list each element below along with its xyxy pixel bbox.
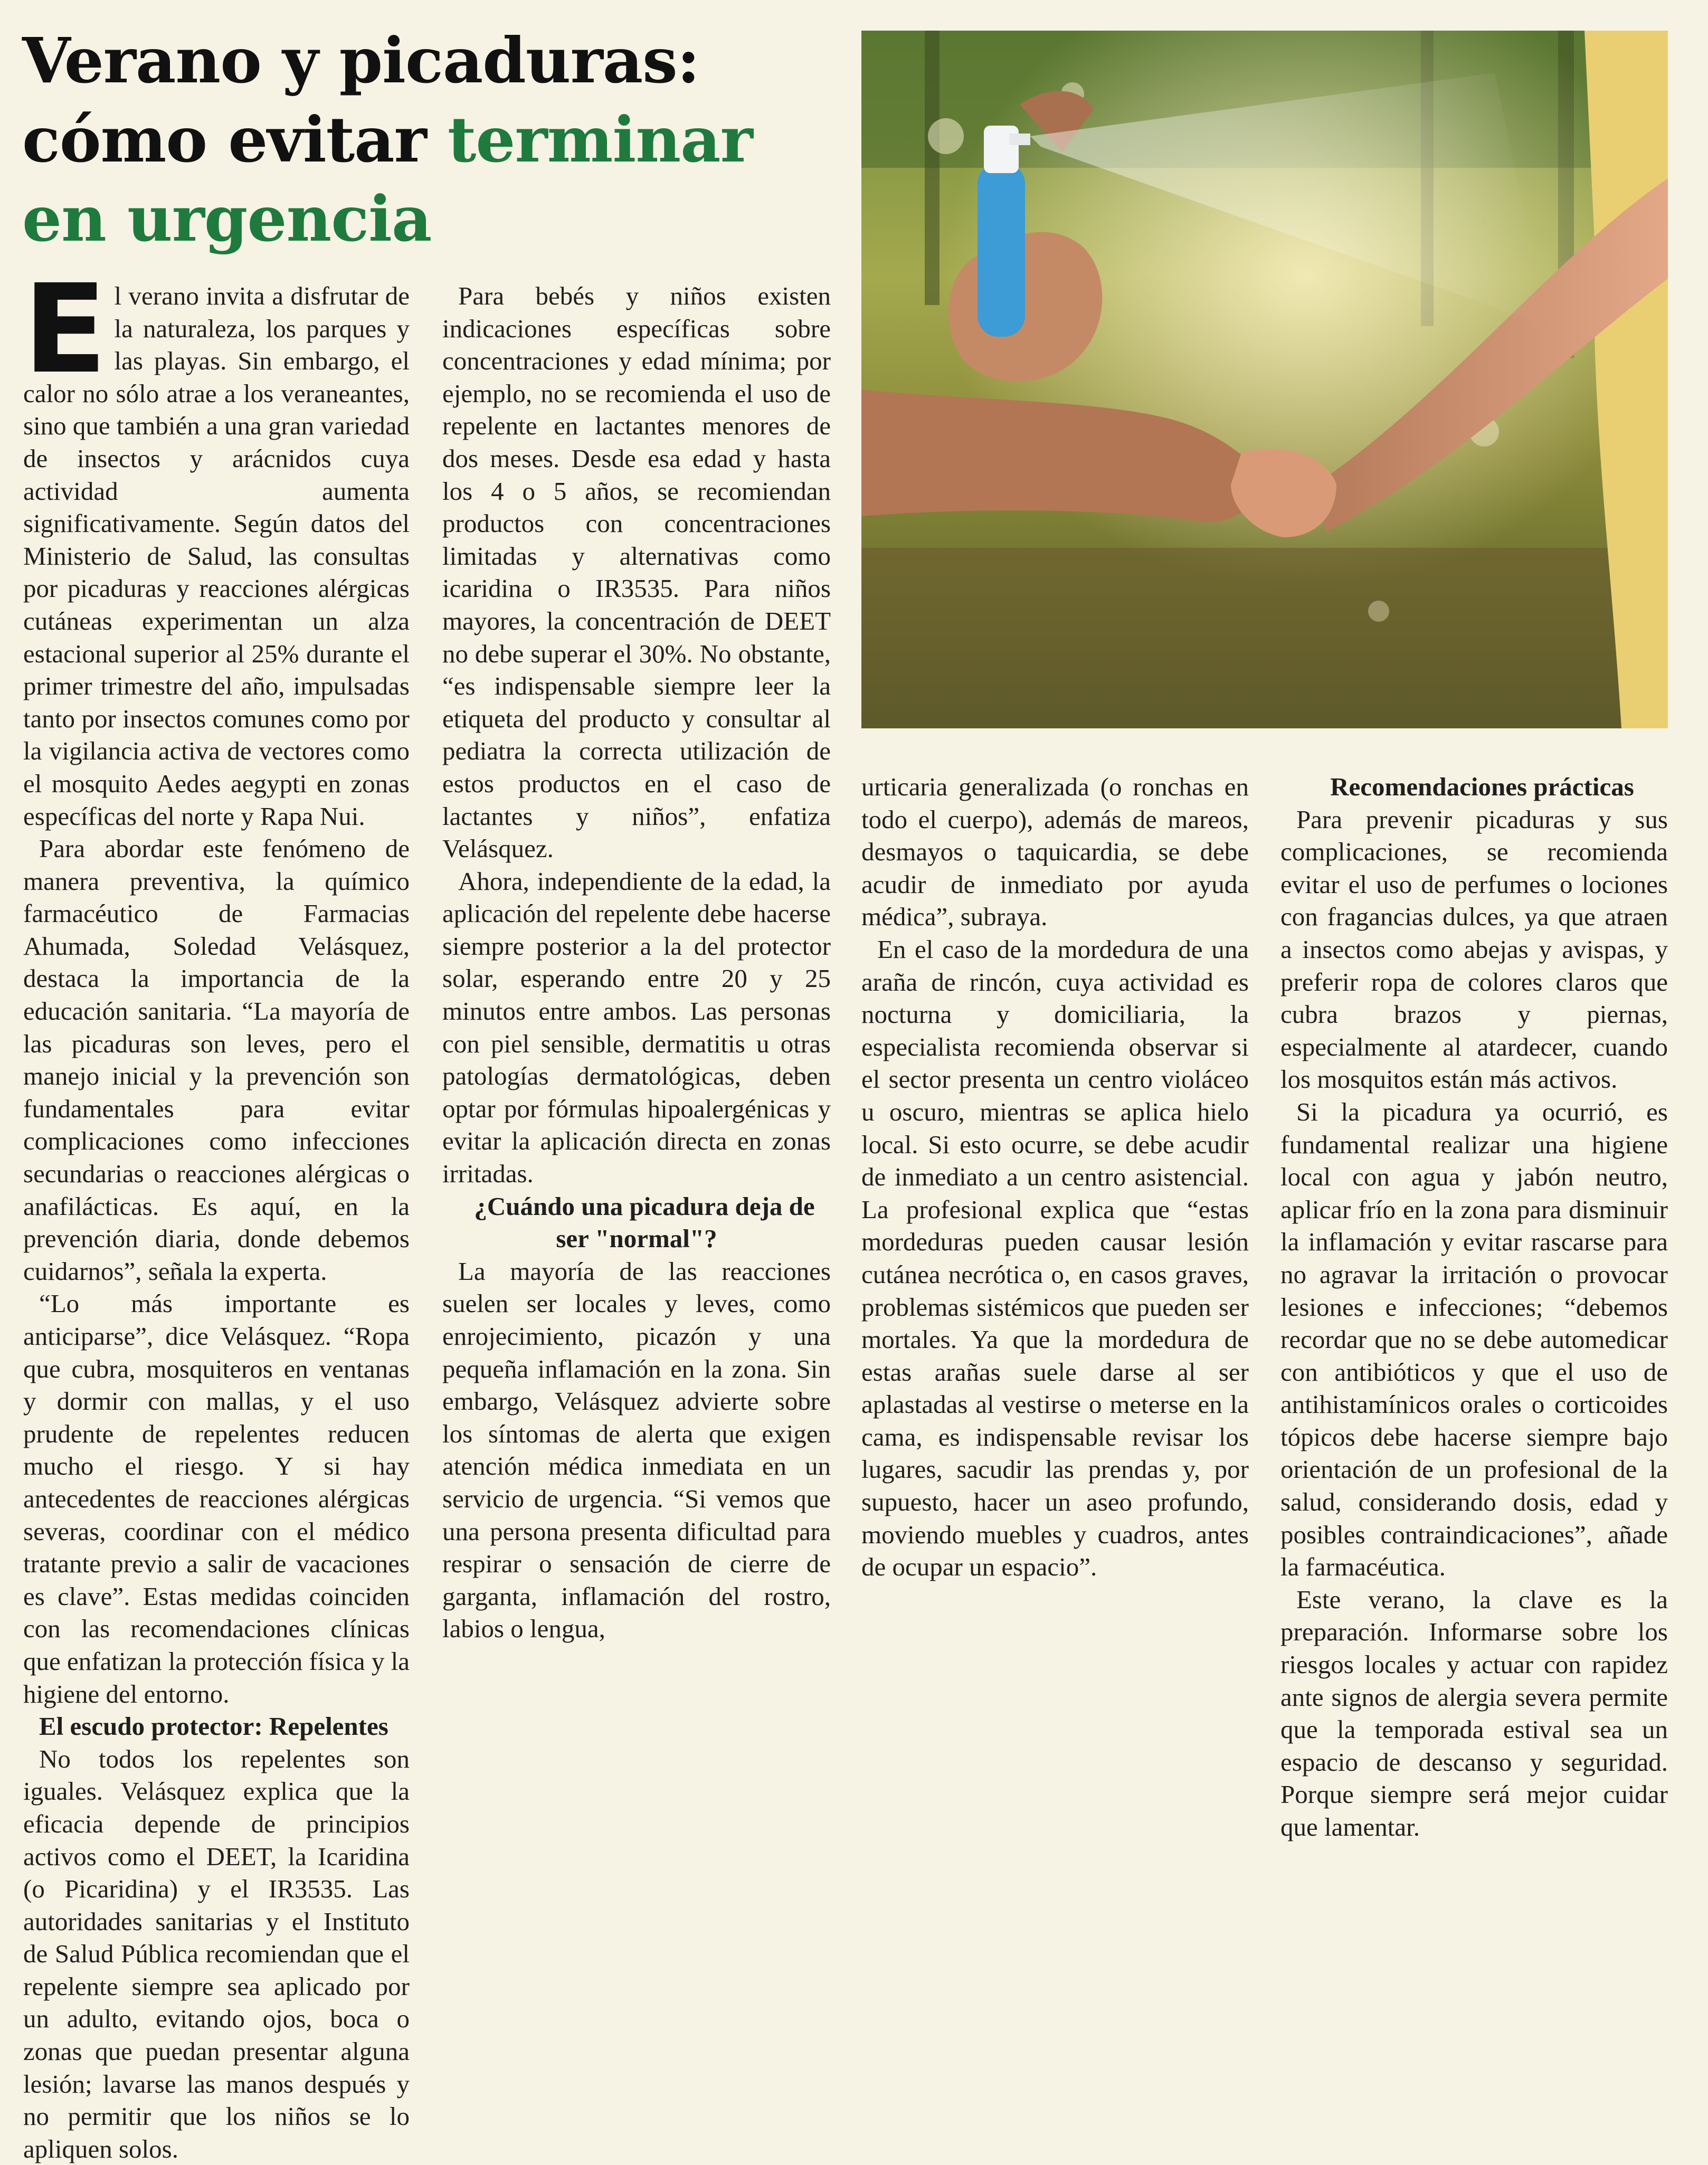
column-1 (23, 258, 410, 2163)
paragraph-4: No todos los repelentes son iguales. Velásquez explica que la eficacia depende de principios activos como el DEET, la Icaridina (o Picaridina) y el IR3535. Las autoridades sanitarias y el Instituto de Salud Pública recomiendan que el repelente siempre sea aplicado por un adulto, evitando ojos, boca o zonas que puedan presentar alguna lesión; lavarse las manos después y no permitir que los niños se lo apliquen solos. (23, 1744, 410, 2163)
headline-line-3: en urgencia (22, 182, 432, 255)
photo-insect-repellent-spray-on-child-arm (861, 31, 1668, 728)
paragraph-10: Si la picadura ya ocurrió, es fundamental realizar una higiene local con agua y jabón neutro, aplicar frío en la zona para disminuir la inflamación y evitar rascarse para no agravar la irritación o provocar lesiones e infecciones; “debemos recordar que no se debe automedicar con antibióticos y que el uso de antihistamínicos orales o corticoides tópicos debe hacerse siempre bajo orientación de un profesional de la salud, considerando dosis, edad y posibles contraindicaciones”, añade la farmacéutica. (1280, 1097, 1668, 1582)
paragraph-5: Para bebés y niños existen indicaciones específicas sobre concentraciones y edad mínima; por ejemplo, no se recomienda el uso de repelente en lactantes menores de dos meses. Desde esa edad y hasta los 4 o 5 años, se recomiendan productos con concentraciones limitadas y alternativas como icaridina o IR3535. Para niños mayores, la concentración de DEET no debe superar el 30%. No obstante, “es indispensable siempre leer la etiqueta del producto y consultar al pediatra la correcta utilización de estos productos en el caso de lactantes y niños”, enfatiza Velásquez. (442, 281, 831, 863)
headline-line-2b: terminar (447, 103, 753, 176)
intro-text: l verano invita a disfrutar de la naturaleza, los parques y las playas. Sin embargo, el calor no sólo atrae a los veraneantes, sino que también a una gran variedad de insectos y arácnidos cuya actividad aumenta significativamente. Según datos del Ministerio de Salud, las consultas por picaduras y reacciones alérgicas cutáneas experimentan un alza estacional superior al 25% durante el primer trimestre del año, impulsadas tanto por insectos comunes como por la vigilancia activa de vectores como el mosquito Aedes aegypti en zonas específicas del norte y Rapa Nui. (23, 281, 410, 831)
paragraph-9: Para prevenir picaduras y sus complicaciones, se recomienda evitar el uso de perfumes o lociones con fragancias dulces, ya que atraen a insectos como abejas y avispas, y preferir ropa de colores claros que cubra brazos y piernas, especialmente al atardecer, cuando los mosquitos están más activos. (1280, 804, 1668, 1094)
column-3 (861, 771, 1249, 2016)
paragraph-11: Este verano, la clave es la preparación. Informarse sobre los riesgos locales y actuar con rapidez ante signos de alergia severa permite que la temporada estival sea un espacio de descanso y seguridad. Porque siempre será mejor cuidar que lamentar. (1280, 1584, 1668, 1841)
repellent-photo (861, 31, 1668, 728)
column-2 (442, 280, 831, 2016)
subheading-repelentes: El escudo protector: Repelentes (39, 1712, 388, 1741)
paragraph-6: Ahora, independiente de la edad, la aplicación del repelente debe hacerse siempre posterior a la del protector solar, esperando entre 20 y 25 minutos entre ambos. Las personas con piel sensible, dermatitis u otras patologías dermatológicas, deben optar por fórmulas hipoalergénicas y evitar la aplicación directa en zonas irritadas. (442, 866, 831, 1189)
drop-cap: E (23, 258, 107, 401)
paragraph-7-continued: urticaria generalizada (o ronchas en todo el cuerpo), además de mareos, desmayos o taquicardia, se debe acudir de inmediato por ayuda médica”, subraya. (861, 772, 1249, 932)
paragraph-8: En el caso de la mordedura de una araña de rincón, cuya actividad es nocturna y domiciliaria, la especialista recomienda observar si el sector presenta un centro violáceo u oscuro, mientras se aplica hielo local. Si esto ocurre, se debe acudir de inmediato a un centro asistencial. La profesional explica que “estas mordeduras pueden causar lesión cutánea necrótica o, en casos graves, problemas sistémicos que pueden ser mortales. Ya que la mordedura de estas arañas suele darse al ser aplastadas al vestirse o meterse en la cama, es indispensable revisar los lugares, sacudir las prendas y, por supuesto, hacer un aseo profundo, moviendo muebles y cuadros, antes de ocupar un espacio”. (861, 934, 1249, 1582)
paragraph-7: La mayoría de las reacciones suelen ser locales y leves, como enrojecimiento, picazón y una pequeña inflamación en la zona. Sin embargo, Velásquez advierte sobre los síntomas de alerta que exigen atención médica inmediata en un servicio de urgencia. “Si vemos que una persona presenta dificultad para respirar o sensación de cierre de garganta, inflamación del rostro, labios o lengua, (442, 1256, 831, 1644)
intro-paragraph (23, 258, 410, 832)
column-4 (1280, 771, 1668, 2016)
subheading-recomendaciones: Recomendaciones prácticas (1330, 772, 1634, 801)
headline (22, 21, 846, 259)
subheading-cuando: ¿Cuándo una picadura deja de ser "normal"? (474, 1191, 815, 1254)
paragraph-3: “Lo más importante es anticiparse”, dice Velásquez. “Ropa que cubra, mosquiteros en ventanas y dormir con mallas, y el uso prudente de repelentes reducen mucho el riesgo. Y si hay antecedentes de reacciones alérgicas severas, coordinar con el médico tratante previo a salir de vacaciones es clave”. Estas medidas coinciden con las recomendaciones clínicas que enfatizan la protección física y la higiene del entorno. (23, 1289, 410, 1708)
headline-line-2a: cómo evitar (22, 103, 448, 176)
headline-line-1: Verano y picaduras: (22, 24, 700, 97)
paragraph-2: Para abordar este fenómeno de manera preventiva, la químico farmacéutico de Farmacias Ahumada, Soledad Velásquez, destaca la importancia de la educación sanitaria. “La mayoría de las picaduras son leves, pero el manejo inicial y la prevención son fundamentales para evitar complicaciones como infecciones secundarias o reacciones alérgicas o anafilácticas. Es aquí, en la prevención diaria, donde debemos cuidarnos”, señala la experta. (23, 834, 410, 1286)
